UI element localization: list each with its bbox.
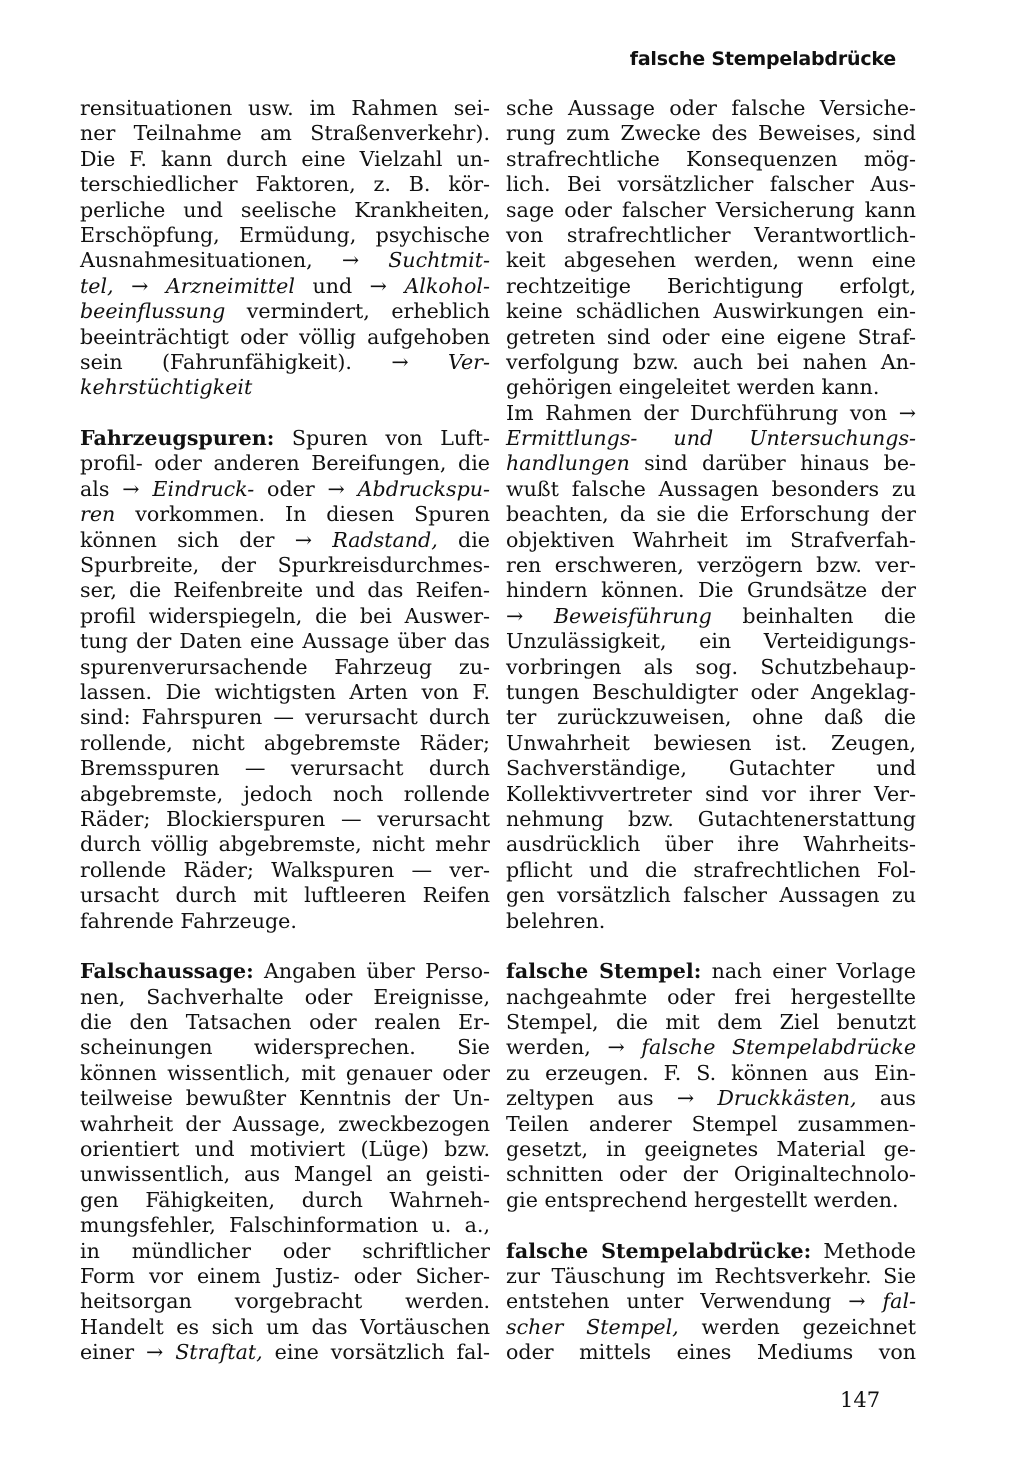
text-line: scheinungen widersprechen. Sie	[80, 1035, 490, 1060]
text-line: durch völlig abgebremste, nicht mehr	[80, 832, 490, 857]
text-line: ren vorkommen. In diesen Spuren	[80, 502, 490, 527]
text-line: keine schädlichen Auswirkungen ein-	[506, 299, 916, 324]
text-line: beachten, da sie die Erforschung der	[506, 502, 916, 527]
text-line: Fahrzeugspuren: Spuren von Luft-	[80, 426, 490, 451]
running-header: falsche Stempelabdrücke	[629, 48, 896, 70]
page-number: 147	[840, 1388, 881, 1412]
text-line: einer → Straftat, eine vorsätzlich fal-	[80, 1340, 490, 1365]
text-line: hindern können. Die Grundsätze der	[506, 578, 916, 603]
text-line: rechtzeitige Berichtigung erfolgt,	[506, 273, 916, 298]
text-line: Bremsspuren — verursacht durch	[80, 756, 490, 781]
text-line: → Beweisführung beinhalten die	[506, 603, 916, 628]
text-line: profil widerspiegeln, die bei Auswer-	[80, 603, 490, 628]
text-line: gen Fähigkeiten, durch Wahrneh-	[80, 1187, 490, 1212]
text-line: werden, → falsche Stempelabdrücke	[506, 1035, 917, 1060]
text-line: beeinträchtigt oder völlig aufgehoben	[80, 324, 490, 349]
text-line: vorbringen als sog. Schutzbehaup-	[506, 654, 916, 679]
text-line: terschiedlicher Faktoren, z. B. kör-	[80, 172, 490, 197]
text-line: ner Teilnahme am Straßenverkehr).	[80, 121, 490, 146]
text-line: Kollektivvertreter sind vor ihrer Ver-	[506, 781, 916, 806]
text-line: tungen Beschuldigter oder Angeklag-	[506, 679, 916, 704]
text-line: nachgeahmte oder frei hergestellte	[506, 984, 916, 1009]
text-line: Handelt es sich um das Vortäuschen	[80, 1314, 490, 1339]
text-line: fahrende Fahrzeuge.	[80, 908, 297, 933]
text-line: zeltypen aus → Druckkästen, aus	[506, 1086, 916, 1111]
text-line: belehren.	[506, 908, 606, 933]
text-line: sein (Fahrunfähigkeit). → Ver-	[80, 349, 490, 374]
text-line: zur Täuschung im Rechtsverkehr. Sie	[506, 1263, 916, 1288]
text-line: in mündlicher oder schriftlicher	[80, 1238, 490, 1263]
text-line: wahrheit der Aussage, zweckbezogen	[80, 1111, 490, 1136]
text-line: können sich der → Radstand, die	[80, 527, 490, 552]
text-line: spurenverursachende Fahrzeug zu-	[80, 654, 490, 679]
text-line: Ermittlungs- und Untersuchungs-	[506, 426, 916, 451]
text-line: Spurbreite, der Spurkreisdurchmes-	[80, 553, 490, 578]
text-line: Die F. kann durch eine Vielzahl un-	[80, 146, 490, 171]
text-line: die den Tatsachen oder realen Er-	[80, 1010, 490, 1035]
paragraph-gap	[506, 934, 916, 959]
text-line: als → Eindruck- oder → Abdruckspu-	[80, 476, 490, 501]
text-line: Falschaussage: Angaben über Perso-	[80, 959, 490, 984]
text-line: heitsorgan vorgebracht werden.	[80, 1289, 490, 1314]
text-line: rensituationen usw. im Rahmen sei-	[80, 96, 490, 120]
text-line: verfolgung bzw. auch bei nahen An-	[506, 349, 916, 374]
text-line: gen vorsätzlich falscher Aussagen zu	[506, 883, 916, 908]
paragraph-gap	[80, 934, 490, 959]
text-line: ausdrücklich über ihre Wahrheits-	[506, 832, 916, 857]
text-line: Im Rahmen der Durchführung von →	[506, 400, 916, 425]
text-line: gesetzt, in geeignetes Material ge-	[506, 1137, 916, 1162]
text-line: Unwahrheit bewiesen ist. Zeugen,	[506, 730, 916, 755]
text-line: sche Aussage oder falsche Versiche-	[506, 96, 916, 120]
text-line: tung der Daten eine Aussage über das	[80, 629, 490, 654]
text-line: Form vor einem Justiz- oder Sicher-	[80, 1263, 490, 1288]
text-line: oder mittels eines Mediums von	[506, 1340, 916, 1365]
text-line: handlungen sind darüber hinaus be-	[506, 451, 916, 476]
text-line: zu erzeugen. F. S. können aus Ein-	[506, 1060, 916, 1085]
text-line: nehmung bzw. Gutachtenerstattung	[506, 806, 916, 831]
text-line: rollende Räder; Walkspuren — ver-	[80, 857, 490, 882]
text-line: orientiert und motiviert (Lüge) bzw.	[80, 1137, 490, 1162]
text-line: lassen. Die wichtigsten Arten von F.	[80, 679, 490, 704]
text-line: von strafrechtlicher Verantwortlich-	[506, 222, 916, 247]
text-line: lich. Bei vorsätzlicher falscher Aus-	[506, 172, 916, 197]
text-line: rollende, nicht abgebremste Räder;	[80, 730, 490, 755]
text-line: rung zum Zwecke des Beweises, sind	[506, 121, 916, 146]
text-line: teilweise bewußter Kenntnis der Un-	[80, 1086, 490, 1111]
text-line: sind: Fahrspuren — verursacht durch	[80, 705, 490, 730]
text-line: perliche und seelische Krankheiten,	[80, 197, 490, 222]
text-line: Ausnahmesituationen, → Suchtmit-	[80, 248, 490, 273]
text-line: gie entsprechend hergestellt werden.	[506, 1187, 899, 1212]
text-line: können wissentlich, mit genauer oder	[80, 1060, 490, 1085]
text-line: getreten sind oder eine eigene Straf-	[506, 324, 916, 349]
text-line: wußt falsche Aussagen besonders zu	[506, 476, 916, 501]
text-line: Teilen anderer Stempel zusammen-	[506, 1111, 916, 1136]
text-line: scher Stempel, werden gezeichnet	[506, 1314, 917, 1339]
text-line: strafrechtliche Konsequenzen mög-	[506, 146, 916, 171]
text-line: Erschöpfung, Ermüdung, psychische	[80, 222, 490, 247]
text-line: objektiven Wahrheit im Strafverfah-	[506, 527, 916, 552]
text-line: Stempel, die mit dem Ziel benutzt	[506, 1010, 916, 1035]
text-line: schnitten oder der Originaltechnolo-	[506, 1162, 916, 1187]
text-line: kehrstüchtigkeit	[80, 375, 253, 400]
text-line: sage oder falscher Versicherung kann	[506, 197, 916, 222]
text-line: keit abgesehen werden, wenn eine	[506, 248, 916, 273]
text-line: entstehen unter Verwendung → fal-	[506, 1289, 916, 1314]
text-line: falsche Stempel: nach einer Vorlage	[506, 959, 916, 984]
text-line: ren erschweren, verzögern bzw. ver-	[506, 553, 916, 578]
text-line: pflicht und die strafrechtlichen Fol-	[506, 857, 916, 882]
text-line: ursacht durch mit luftleeren Reifen	[80, 883, 490, 908]
text-line: nen, Sachverhalte oder Ereignisse,	[80, 984, 490, 1009]
text-line: unwissentlich, aus Mangel an geisti-	[80, 1162, 490, 1187]
right-column	[506, 96, 916, 1366]
text-line: profil- oder anderen Bereifungen, die	[80, 451, 490, 476]
text-line: beeinflussung vermindert, erheblich	[80, 299, 490, 324]
paragraph-gap	[506, 1213, 916, 1238]
text-line: ser, die Reifenbreite und das Reifen-	[80, 578, 490, 603]
paragraph-gap	[80, 401, 490, 426]
text-line: tel, → Arzneimittel und → Alkohol-	[80, 273, 490, 298]
text-line: gehörigen eingeleitet werden kann.	[506, 375, 880, 400]
left-column	[80, 96, 490, 1366]
text-line: Unzulässigkeit, ein Verteidigungs-	[506, 629, 916, 654]
text-line: ter zurückzuweisen, ohne daß die	[506, 705, 916, 730]
text-line: Räder; Blockierspuren — verursacht	[80, 806, 490, 831]
text-line: Sachverständige, Gutachter und	[506, 756, 916, 781]
text-line: abgebremste, jedoch noch rollende	[80, 781, 490, 806]
text-line: mungsfehler, Falschinformation u. a.,	[80, 1213, 490, 1238]
text-line: falsche Stempelabdrücke: Methode	[506, 1238, 916, 1263]
